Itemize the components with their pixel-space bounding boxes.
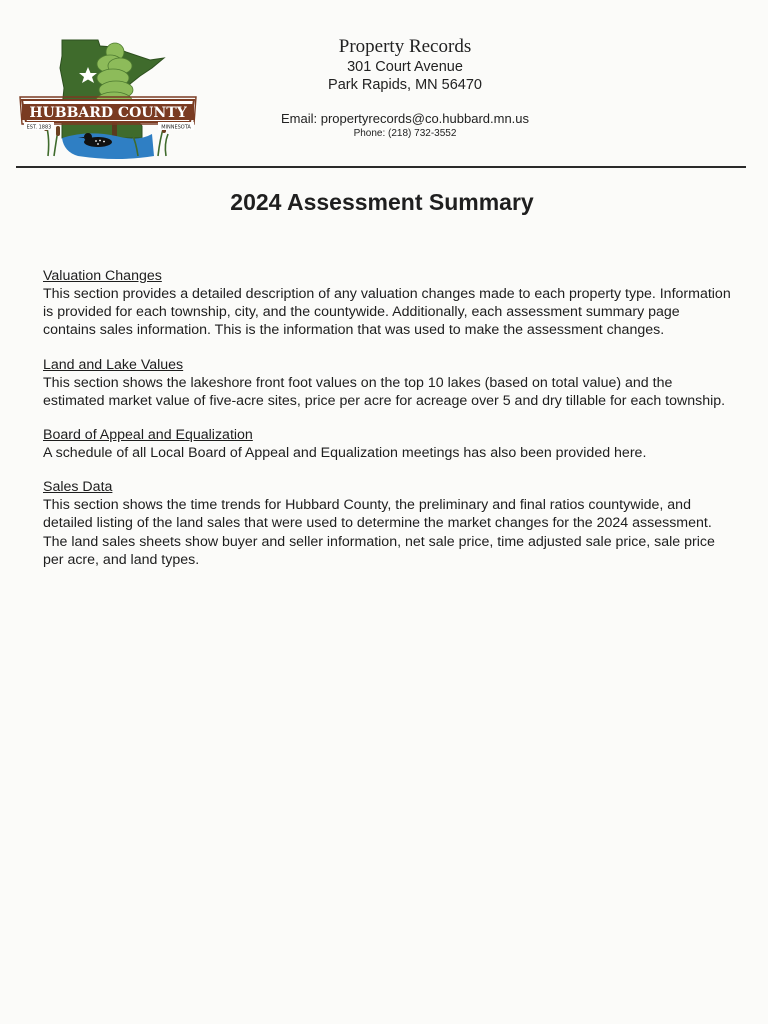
section-body: This section provides a detailed description of any valuation changes made to each property type. Information is provided for each township, city, and the countywide. Additionally, each assessment summary page contains sales information. This is the information that was used to make the assessment changes. xyxy=(43,286,731,339)
office-title: Property Records xyxy=(338,36,472,57)
header-divider xyxy=(16,166,746,168)
address-line-1: 301 Court Avenue xyxy=(347,59,463,75)
phone-line: Phone: (218) 732-3552 xyxy=(353,128,457,139)
logo-state: MINNESOTA xyxy=(161,124,191,131)
logo-established: EST. 1883 xyxy=(26,124,52,131)
section-land-and-lake-values xyxy=(43,357,733,410)
section-board-of-appeal xyxy=(43,427,733,462)
sections-list xyxy=(43,268,733,586)
section-body: This section shows the time trends for Hubbard County, the preliminary and final ratios countywide, and detailed listing of the land sales that were used to determine the market changes for the 2024 assessment. The land sales sheets show buyer and seller information, net sale price, time adjusted sale price, sale price per acre, and land types. xyxy=(43,497,715,568)
document-title: 2024 Assessment Summary xyxy=(230,189,534,215)
section-body: This section shows the lakeshore front foot values on the top 10 lakes (based on total value) and the estimated market value of five-acre sites, price per acre for acreage over 5 and dry tillable for each township. xyxy=(43,374,726,409)
section-heading: Board of Appeal and Equalization xyxy=(43,427,253,444)
section-heading: Land and Lake Values xyxy=(43,356,184,373)
hubbard-county-logo xyxy=(18,38,198,162)
logo-county-name: HUBBARD COUNTY xyxy=(29,105,187,121)
section-heading: Sales Data xyxy=(43,479,113,496)
section-heading: Valuation Changes xyxy=(43,268,162,284)
section-body: A schedule of all Local Board of Appeal and Equalization meetings has also been provided here. xyxy=(43,445,647,462)
section-sales-data xyxy=(43,479,733,569)
section-valuation-changes xyxy=(43,268,733,340)
address-line-2: Park Rapids, MN 56470 xyxy=(328,77,482,93)
email-line: Email: propertyrecords@co.hubbard.mn.us xyxy=(280,111,530,126)
